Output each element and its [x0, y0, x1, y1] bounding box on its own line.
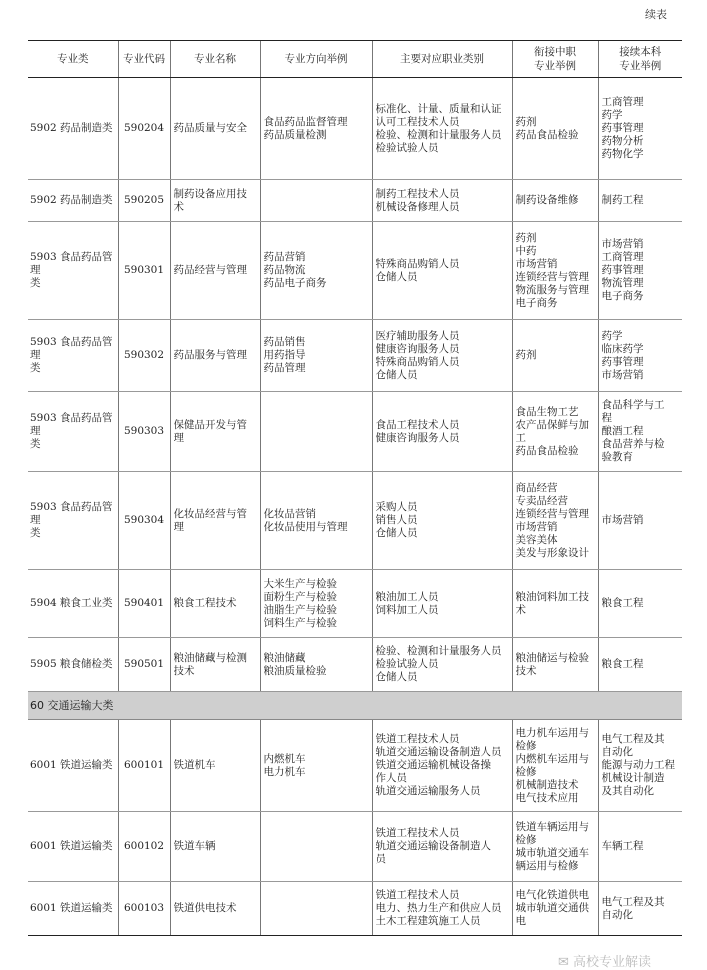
- cell-line: 轨道交通运输服务人员: [375, 785, 481, 797]
- major-category-cell: 5902 药品制造类: [28, 180, 118, 222]
- secondary-major-cell: [512, 882, 598, 936]
- cell-line: 粮油储运与检验: [515, 651, 589, 664]
- secondary-major-cell: [512, 472, 598, 570]
- cell-line: 程: [601, 412, 612, 424]
- cell-line: 市场营销: [601, 514, 644, 526]
- cell-line: 工商管理: [601, 251, 644, 263]
- category-group-row: [28, 692, 682, 720]
- cell-line: 药事管理: [601, 122, 644, 134]
- cell-line: 电力机车运用与: [515, 726, 589, 739]
- table-row: [28, 222, 682, 320]
- cell-line: 连锁经营与管理: [515, 270, 589, 283]
- table-row: [28, 570, 682, 638]
- cell-line: 电: [515, 915, 526, 927]
- header-cell: 主要对应职业类别: [372, 41, 512, 78]
- cell-line: 铁道工程技术人员: [375, 889, 460, 901]
- cell-line: 食品工程技术人员: [375, 418, 460, 431]
- cell-line: 药剂: [515, 115, 537, 128]
- cell-line: 商品经营: [515, 481, 558, 494]
- major-code-cell: 590301: [118, 222, 170, 320]
- cell-line: 美容美体: [515, 533, 558, 546]
- secondary-major-cell: [512, 222, 598, 320]
- cell-line: 药物分析: [601, 135, 644, 147]
- major-category-cell: 5904 粮食工业类: [28, 570, 118, 638]
- cell-line: 药品物流: [263, 264, 306, 276]
- direction-cell: [260, 812, 372, 882]
- bachelor-major-cell: [598, 720, 682, 812]
- cell-line: 铁道机车: [173, 759, 216, 771]
- major-category-cell: 5905 粮食储检类: [28, 638, 118, 692]
- cell-line: 粮油储藏与检测: [173, 651, 247, 664]
- cell-line: 市场营销: [601, 368, 644, 381]
- cell-line: 专卖品经营: [515, 494, 568, 507]
- cell-line: 药事管理: [601, 355, 644, 368]
- bachelor-major-cell: [598, 320, 682, 392]
- major-category-cell: 5903 食品药品管理 类: [28, 222, 118, 320]
- cell-line: 食品生物工艺: [515, 405, 579, 418]
- cell-line: 仓储人员: [375, 671, 418, 683]
- secondary-major-cell: [512, 638, 598, 692]
- cell-line: 土木工程建筑施工人员: [375, 915, 481, 927]
- cell-line: 及其自动化: [601, 785, 654, 797]
- direction-cell: [260, 638, 372, 692]
- secondary-major-cell: [512, 180, 598, 222]
- cell-line: 检验、检测和计量服务人员: [375, 128, 502, 141]
- cell-line: 药品销售: [263, 336, 306, 348]
- cell-line: 机械制造技术: [515, 778, 579, 791]
- major-code-cell: 600103: [118, 882, 170, 936]
- occupation-cell: [372, 180, 512, 222]
- header-cell: 专业类: [28, 41, 118, 78]
- cell-line: 粮油饲料加工技: [515, 590, 589, 603]
- cell-line: 工商管理: [601, 96, 644, 108]
- secondary-major-cell: [512, 720, 598, 812]
- occupation-cell: [372, 392, 512, 472]
- bachelor-major-cell: [598, 392, 682, 472]
- table-row: [28, 472, 682, 570]
- cell-line: 食品科学与工: [601, 399, 665, 411]
- cell-line: 美发与形象设计: [515, 546, 589, 559]
- cell-line: 电力机车: [263, 765, 306, 778]
- major-name-cell: [170, 180, 260, 222]
- cell-line: 工: [515, 431, 526, 444]
- header-cell: 专业方向举例: [260, 41, 372, 78]
- cell-line: 药学: [601, 109, 623, 121]
- cell-line: 机械设备修理人员: [375, 200, 460, 213]
- cell-line: 销售人员: [375, 514, 418, 526]
- cell-line: 用药指导: [263, 349, 306, 361]
- cell-line: 轨道交通运输设备制造人: [375, 840, 491, 852]
- cell-line: 铁道车辆运用与: [515, 820, 589, 833]
- cell-line: 农产品保鲜与加: [515, 418, 589, 431]
- occupation-cell: [372, 812, 512, 882]
- cell-line: 电气工程及其: [601, 733, 665, 745]
- occupation-cell: [372, 638, 512, 692]
- major-code-cell: 590205: [118, 180, 170, 222]
- major-name-cell: [170, 320, 260, 392]
- cell-line: 电子商务: [601, 290, 644, 302]
- cell-line: 化妆品经营与管: [173, 507, 247, 520]
- cell-line: 铁道交通运输机械设备操: [375, 759, 491, 771]
- cell-line: 仓储人员: [375, 527, 418, 539]
- cell-line: 药剂: [515, 349, 537, 361]
- cell-line: 术: [173, 200, 184, 213]
- cell-line: 市场营销: [601, 238, 644, 250]
- secondary-major-cell: [512, 78, 598, 180]
- occupation-cell: [372, 570, 512, 638]
- direction-cell: [260, 720, 372, 812]
- cell-line: 药品食品检验: [515, 444, 579, 457]
- cell-line: 术: [515, 603, 526, 616]
- table-row: [28, 320, 682, 392]
- occupation-cell: [372, 882, 512, 936]
- cell-line: 技术: [515, 664, 537, 677]
- cell-line: 标准化、计量、质量和认证: [375, 102, 502, 115]
- cell-line: 采购人员: [375, 501, 418, 513]
- direction-cell: [260, 472, 372, 570]
- cell-line: 粮油质量检验: [263, 664, 327, 677]
- table-row: [28, 78, 682, 180]
- major-code-cell: 600101: [118, 720, 170, 812]
- cell-line: 药事管理: [601, 264, 644, 276]
- majors-table: [28, 40, 682, 936]
- cell-line: 电气化铁道供电: [515, 889, 589, 901]
- cell-line: 粮食工程技术: [173, 597, 237, 609]
- cell-line: 饲料加工人员: [375, 603, 439, 616]
- bachelor-major-cell: [598, 180, 682, 222]
- header-cell: 专业名称: [170, 41, 260, 78]
- cell-line: 物流管理: [601, 277, 644, 289]
- cell-line: 员: [375, 853, 386, 865]
- major-code-cell: 600102: [118, 812, 170, 882]
- watermark: [558, 951, 651, 970]
- cell-line: 检修: [515, 765, 537, 778]
- major-name-cell: [170, 392, 260, 472]
- major-category-cell: 5903 食品药品管理 类: [28, 472, 118, 570]
- cell-line: 认可工程技术人员: [375, 115, 460, 128]
- cell-line: 自动化: [601, 746, 633, 758]
- major-code-cell: 590304: [118, 472, 170, 570]
- occupation-cell: [372, 472, 512, 570]
- table-row: [28, 720, 682, 812]
- cell-line: 检验试验人员: [375, 658, 439, 670]
- cell-line: 药品质量检测: [263, 128, 327, 141]
- cell-line: 药品食品检验: [515, 128, 579, 141]
- direction-cell: [260, 392, 372, 472]
- cell-line: 市场营销: [515, 520, 558, 533]
- cell-line: 药品管理: [263, 362, 306, 374]
- secondary-major-cell: [512, 812, 598, 882]
- cell-line: 检修: [515, 739, 537, 752]
- major-code-cell: 590501: [118, 638, 170, 692]
- cell-line: 城市轨道交通供: [515, 902, 589, 914]
- cell-line: 大米生产与检验: [263, 577, 337, 590]
- cell-line: 食品药品监督管理: [263, 115, 348, 128]
- cell-line: 饲料生产与检验: [263, 616, 337, 629]
- major-name-cell: [170, 570, 260, 638]
- major-category-cell: 5902 药品制造类: [28, 78, 118, 180]
- cell-line: 药品经营与管理: [173, 264, 247, 276]
- major-name-cell: [170, 812, 260, 882]
- cell-line: 机械设计制造: [601, 772, 665, 784]
- cell-line: 市场营销: [515, 257, 558, 270]
- major-category-cell: 6001 铁道运输类: [28, 720, 118, 812]
- major-name-cell: [170, 882, 260, 936]
- bachelor-major-cell: [598, 570, 682, 638]
- major-category-cell: 6001 铁道运输类: [28, 882, 118, 936]
- cell-line: 验教育: [601, 451, 633, 463]
- watermark-icon: ✉: [558, 955, 569, 970]
- direction-cell: [260, 570, 372, 638]
- bachelor-major-cell: [598, 472, 682, 570]
- occupation-cell: [372, 720, 512, 812]
- cell-line: 酿酒工程: [601, 425, 644, 437]
- cell-line: 健康咨询服务人员: [375, 431, 460, 444]
- table-row: [28, 392, 682, 472]
- cell-line: 药学: [601, 329, 623, 342]
- table-row: [28, 882, 682, 936]
- cell-line: 电力、热力生产和供应人员: [375, 902, 502, 914]
- cell-line: 特殊商品购销人员: [375, 355, 460, 368]
- cell-line: 制药工程: [601, 194, 644, 206]
- cell-line: 仓储人员: [375, 270, 418, 283]
- group-title: 60 交通运输大类: [28, 692, 682, 720]
- bachelor-major-cell: [598, 638, 682, 692]
- cell-line: 药物化学: [601, 148, 644, 160]
- table-row: [28, 180, 682, 222]
- cell-line: 铁道工程技术人员: [375, 733, 460, 745]
- cell-line: 能源与动力工程: [601, 759, 675, 771]
- watermark-text: 高校专业解读: [573, 955, 652, 970]
- major-name-cell: [170, 638, 260, 692]
- cell-line: 制药设备应用技: [173, 187, 247, 200]
- cell-line: 中药: [515, 244, 537, 257]
- cell-line: 连锁经营与管理: [515, 507, 589, 520]
- cell-line: 检修: [515, 833, 537, 846]
- cell-line: 铁道供电技术: [173, 902, 237, 914]
- table-row: [28, 638, 682, 692]
- cell-line: 自动化: [601, 908, 633, 921]
- table-row: [28, 812, 682, 882]
- major-code-cell: 590401: [118, 570, 170, 638]
- bachelor-major-cell: [598, 882, 682, 936]
- cell-line: 食品营养与检: [601, 438, 665, 450]
- cell-line: 检验试验人员: [375, 141, 439, 154]
- cell-line: 理: [173, 431, 184, 444]
- major-code-cell: 590303: [118, 392, 170, 472]
- header-cell: 专业代码: [118, 41, 170, 78]
- cell-line: 粮油储藏: [263, 651, 306, 664]
- header-row: [28, 41, 682, 78]
- cell-line: 内燃机车: [263, 752, 306, 765]
- cell-line: 药剂: [515, 231, 537, 244]
- cell-line: 医疗辅助服务人员: [375, 329, 460, 342]
- major-name-cell: [170, 222, 260, 320]
- cell-line: 药品营销: [263, 251, 306, 263]
- header-cell: 接续本科 专业举例: [598, 41, 682, 78]
- header-cell: 衔接中职 专业举例: [512, 41, 598, 78]
- cell-line: 理: [173, 520, 184, 533]
- cell-line: 临床药学: [601, 342, 644, 355]
- cell-line: 保健品开发与管: [173, 418, 247, 431]
- cell-line: 城市轨道交通车: [515, 846, 589, 859]
- major-name-cell: [170, 720, 260, 812]
- occupation-cell: [372, 320, 512, 392]
- secondary-major-cell: [512, 570, 598, 638]
- direction-cell: [260, 882, 372, 936]
- direction-cell: [260, 222, 372, 320]
- cell-line: 内燃机车运用与: [515, 752, 589, 765]
- cell-line: 电子商务: [515, 296, 558, 309]
- cell-line: 特殊商品购销人员: [375, 257, 460, 270]
- cell-line: 制药工程技术人员: [375, 187, 460, 200]
- cell-line: 作人员: [375, 772, 407, 784]
- cell-line: 粮油加工人员: [375, 590, 439, 603]
- cell-line: 电气工程及其: [601, 895, 665, 908]
- occupation-cell: [372, 78, 512, 180]
- cell-line: 制药设备维修: [515, 194, 579, 206]
- major-code-cell: 590302: [118, 320, 170, 392]
- major-category-cell: 5903 食品药品管理 类: [28, 392, 118, 472]
- cell-line: 健康咨询服务人员: [375, 342, 460, 355]
- secondary-major-cell: [512, 320, 598, 392]
- cell-line: 药品质量与安全: [173, 122, 247, 134]
- cell-line: 技术: [173, 664, 195, 677]
- cell-line: 化妆品使用与管理: [263, 520, 348, 533]
- occupation-cell: [372, 222, 512, 320]
- major-name-cell: [170, 472, 260, 570]
- continued-label: 续表: [645, 8, 667, 21]
- major-category-cell: 5903 食品药品管理 类: [28, 320, 118, 392]
- bachelor-major-cell: [598, 812, 682, 882]
- major-category-cell: 6001 铁道运输类: [28, 812, 118, 882]
- bachelor-major-cell: [598, 78, 682, 180]
- cell-line: 辆运用与检修: [515, 859, 579, 872]
- secondary-major-cell: [512, 392, 598, 472]
- direction-cell: [260, 180, 372, 222]
- cell-line: 面粉生产与检验: [263, 590, 337, 603]
- cell-line: 粮食工程: [601, 597, 644, 609]
- cell-line: 电气技术应用: [515, 791, 579, 804]
- cell-line: 轨道交通运输设备制造人员: [375, 746, 502, 758]
- cell-line: 仓储人员: [375, 368, 418, 381]
- cell-line: 粮食工程: [601, 658, 644, 670]
- cell-line: 铁道工程技术人员: [375, 827, 460, 839]
- cell-line: 油脂生产与检验: [263, 603, 337, 616]
- direction-cell: [260, 320, 372, 392]
- cell-line: 物流服务与管理: [515, 283, 589, 296]
- cell-line: 药品服务与管理: [173, 349, 247, 361]
- direction-cell: [260, 78, 372, 180]
- cell-line: 铁道车辆: [173, 840, 216, 852]
- major-code-cell: 590204: [118, 78, 170, 180]
- cell-line: 车辆工程: [601, 840, 644, 852]
- bachelor-major-cell: [598, 222, 682, 320]
- cell-line: 检验、检测和计量服务人员: [375, 645, 502, 657]
- major-name-cell: [170, 78, 260, 180]
- cell-line: 药品电子商务: [263, 277, 327, 289]
- cell-line: 化妆品营销: [263, 507, 316, 520]
